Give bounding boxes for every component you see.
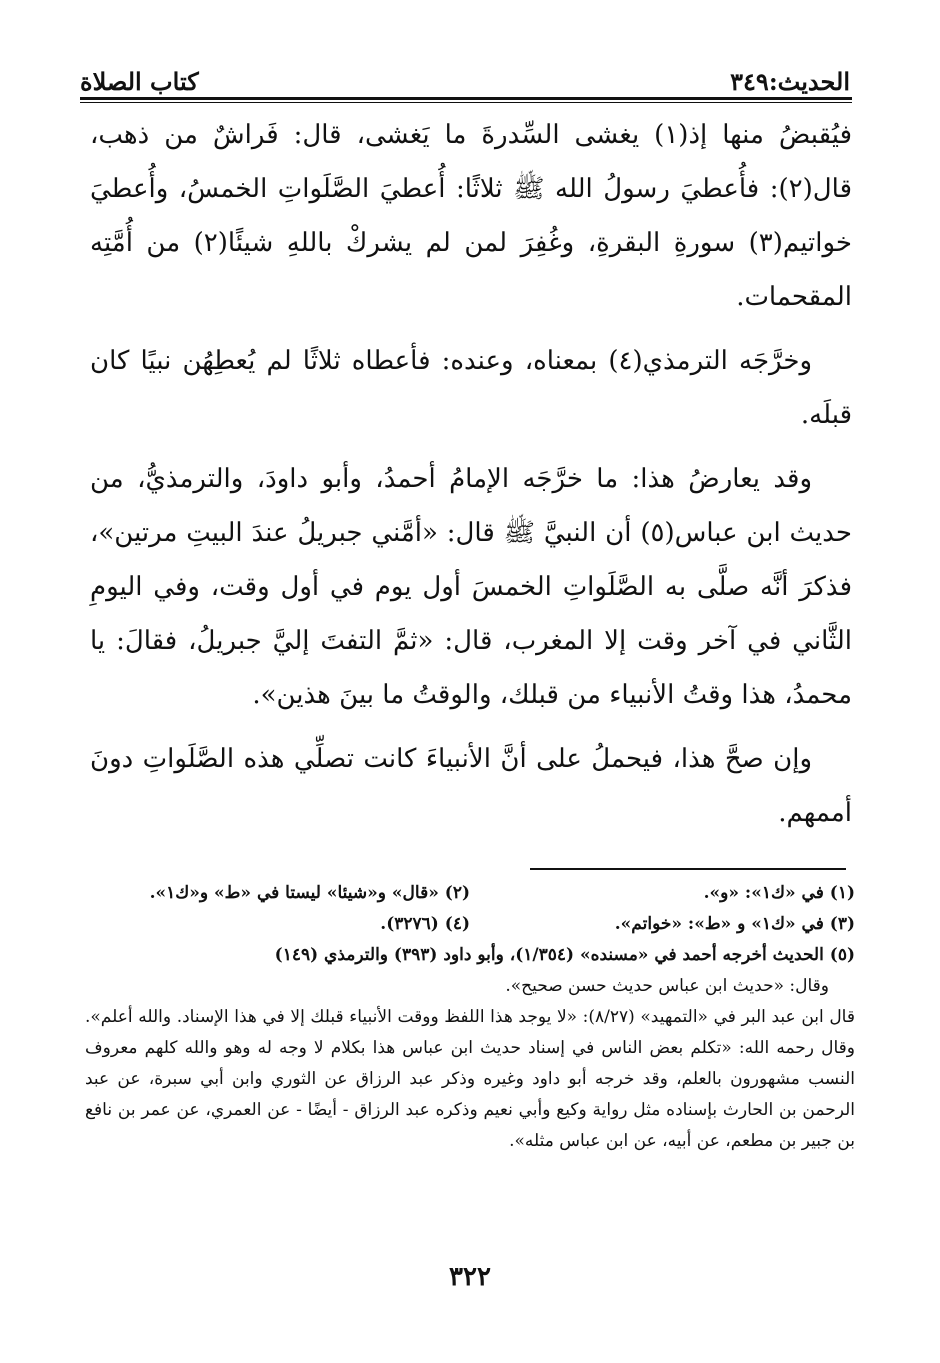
paragraph: وخرَّجَه الترمذي(٤) بمعناه، وعنده: فأعطاه ثلاثًا لم يُعطِهُن نبيًا كان قبلَه.: [90, 346, 852, 430]
footnote-separator: [530, 868, 846, 870]
footnotes: [85, 878, 855, 1157]
footnote-row: [85, 878, 855, 909]
header-rule: [80, 97, 852, 103]
footnote-row: [85, 909, 855, 940]
footnote-3: (٣) في «ك١» و «ط»: «خواتم».: [614, 914, 855, 934]
page-number: ٣٢٢: [449, 1262, 491, 1292]
footnote-5-commentary: قال ابن عبد البر في «التمهيد» (٨/٢٧): «لا يوجد هذا اللفظ ووقت الأنبياء قبلك إلا في هذا الإسناد. والله أعلم». وقال رحمه الله: «تكلم بعض الناس في إسناد حديث ابن عباس هذا بكلام لا وجه له وهو والله كلهم معروف النسب مشهورون بالعلم، وقد خرجه أبو داود وغيره وذكر عبد الرزاق عن الثوري وابن أبي سبرة، عن عبد الرحمن بن الحارث بإسناده مثل رواية وكيع وأبي نعيم وذكره عبد الرزاق - أيضًا - عن العمري، عن عمر بن نافع بن جبير بن مطعم، عن أبيه، عن ابن عباس مثله».: [85, 1007, 855, 1151]
footnote-2: (٢) «قال» و«شيئا» ليستا في «ط» و«ك١».: [149, 883, 470, 903]
footnote-5-continuation: وقال: «حديث ابن عباس حديث حسن صحيح».: [505, 976, 829, 996]
main-text: [90, 108, 852, 850]
book-title: كتاب الصلاة: [80, 67, 199, 96]
footnote-5: (٥) الحديث أخرجه أحمد في «مسنده» (١/٣٥٤)، وأبو داود (٣٩٣) والترمذي (١٤٩): [274, 945, 855, 965]
hadith-number-label: الحديث:٣٤٩: [730, 67, 850, 96]
footnote-1: (١) في «ك١»: «و».: [703, 883, 855, 903]
running-header: [80, 58, 850, 96]
footnote-4: (٤) (٣٢٧٦).: [380, 914, 470, 934]
paragraph: وإن صحَّ هذا، فيحملُ على أنَّ الأنبياءَ كانت تصلِّي هذه الصَّلَواتِ دونَ أممهم.: [90, 744, 852, 828]
paragraph: وقد يعارضُ هذا: ما خرَّجَه الإمامُ أحمدُ، وأبو داودَ، والترمذيُّ، من حديث ابن عباس(٥) أن النبيَّ ﷺ قال: «أمَّني جبريلُ عندَ البيتِ مرتين»، فذكرَ أنَّه صلَّى به الصَّلَواتِ الخمسَ أول يوم في أول وقت، وفي اليومِ الثَّاني في آخر وقت إلا المغرب، قال: «ثمَّ التفتَ إليَّ جبريلُ، فقالَ: يا محمدُ، هذا وقتُ الأنبياء من قبلك، والوقتُ ما بينَ هذين».: [90, 464, 853, 710]
paragraph: فيُقبضُ منها إذ(١) يغشى السِّدرةَ ما يَغشى، قال: فَراشٌ من ذهب، قال(٢): فأُعطيَ رسولُ الله ﷺ ثلاثًا: أُعطيَ الصَّلَواتِ الخمسُ، وأُعطيَ خواتيم(٣) سورةِ البقرةِ، وغُفِرَ لمن لم يشركْ باللهِ شيئًا(٢) من أُمَّتِه المقحمات.: [90, 120, 853, 312]
